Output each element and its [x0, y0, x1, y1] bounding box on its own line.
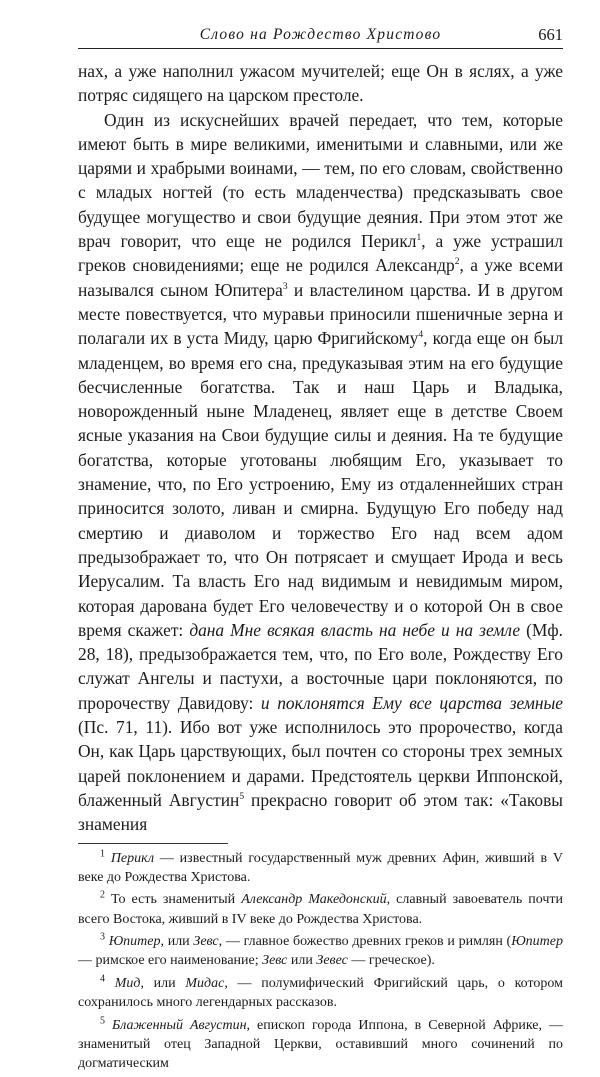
running-title: Слово на Рождество Христово [199, 26, 442, 43]
paragraph-2 [78, 108, 563, 837]
book-page [78, 22, 563, 1077]
text-segment: (Пс. 71, 11). Ибо вот уже исполнилось это пророчество, когда Он, как Царь царствующих, был почтен со стороны трех земных царей поклонением и дарами. Предстоятель церкви Иппонской, блаженный Августин [78, 717, 563, 810]
footnote-ref-5: 5 [239, 792, 245, 803]
footnote-4: $^4$ Мид, или Мидас, — полумифический Фригийский царь, о котором сохранилось много легендарных рассказов. [78, 973, 563, 1011]
footnote-ref-3: 3 [282, 281, 288, 292]
text-segment: , а уже всеми назывался сыном Юпитера [78, 255, 563, 300]
footnote-1: $^1$ Перикл — известный государственный муж древних Афин, живший в V веке до Рождества Христова. [78, 847, 563, 885]
footnote-ref-1: 1 [416, 233, 422, 244]
page-number: 661 [538, 25, 563, 44]
page-header [78, 22, 563, 49]
footnotes [78, 849, 563, 1074]
footnote-5: $^5$ Блаженный Августин, епископ города Иппона, в Северной Африке, — знаменитый отец Западной Церкви, оставивший много сочинений по догматическим [78, 1015, 563, 1072]
scripture-quote: дана Мне всякая власть на небе и на земле [189, 619, 521, 640]
footnote-ref-2: 2 [454, 257, 460, 268]
footnote-divider [78, 843, 228, 844]
text-segment: , когда еще он был младенцем, во время его сна, предуказывая этим на его будущие бесчисленные богатства. Так и наш Царь и Владыка, новорожденный ныне Младенец, являет еще в детстве Своем ясные указания на Свои будущие силы и деяния. На те будущие богатства, которые уготованы любящим Его, указывает то знамение, что, по Его устроению, Ему из отдаленнейших стран приносится золото, ливан и смирна. Будущую Его победу над смертию и диаволом и торжество Его над всем адом предызображает то, что Он потрясает и смущает Ирода и весь Иерусалим. Та власть Его над видимым и невидимым миром, которая дарована будет Его человечеству и о которой Он в свое время скажет: [78, 328, 563, 640]
text-segment: (Мф. 28, 18), предызображается тем, что, по Его воле, Рождеству Его служат Ангелы и пастухи, а восточные цари поклоняются, по пророчеству Давидову: [78, 619, 564, 713]
text-segment: прекрасно говорит об этом так: «Таковы знамения [78, 789, 563, 835]
text-segment: и властелином царства. И в другом месте повествуется, что муравьи приносили пшеничные зерна и полагали их в уста Миду, царю Фригийскому [78, 279, 563, 349]
footnote-3: $^3$ Юпитер, или Зевс, — главное божество древних греков и римлян (Юпитер — римское его наименование; Зевс или Зевес — греческое). [78, 931, 563, 969]
text-segment: , а уже устрашил греков сновидениями; еще не родился Александр [78, 231, 563, 276]
text-segment: Один из искуснейших врачей передает, что тем, которые имеют быть в мире великими, именитыми и славными, или же царями и храбрыми воинами, — тем, по его словам, свойственно с младых ногтей (то есть младенчества) предсказывать свое будущее могущество и свои будущие деяния. При этом этот же врач говорит, что еще не родился Перикл [78, 109, 563, 252]
footnote-ref-4: 4 [418, 330, 424, 341]
footnote-2: $^2$ То есть знаменитый Александр Македонский, славный завоеватель почти всего Востока, живший в IV веке до Рождества Христова. [78, 889, 564, 927]
main-text [78, 59, 563, 837]
paragraph-1: нах, а уже наполнил ужасом мучителей; еще Он в яслях, а уже потряс сидящего на царском престоле. [78, 61, 563, 106]
scripture-quote: и поклонятся Ему все царства земные [260, 692, 563, 713]
